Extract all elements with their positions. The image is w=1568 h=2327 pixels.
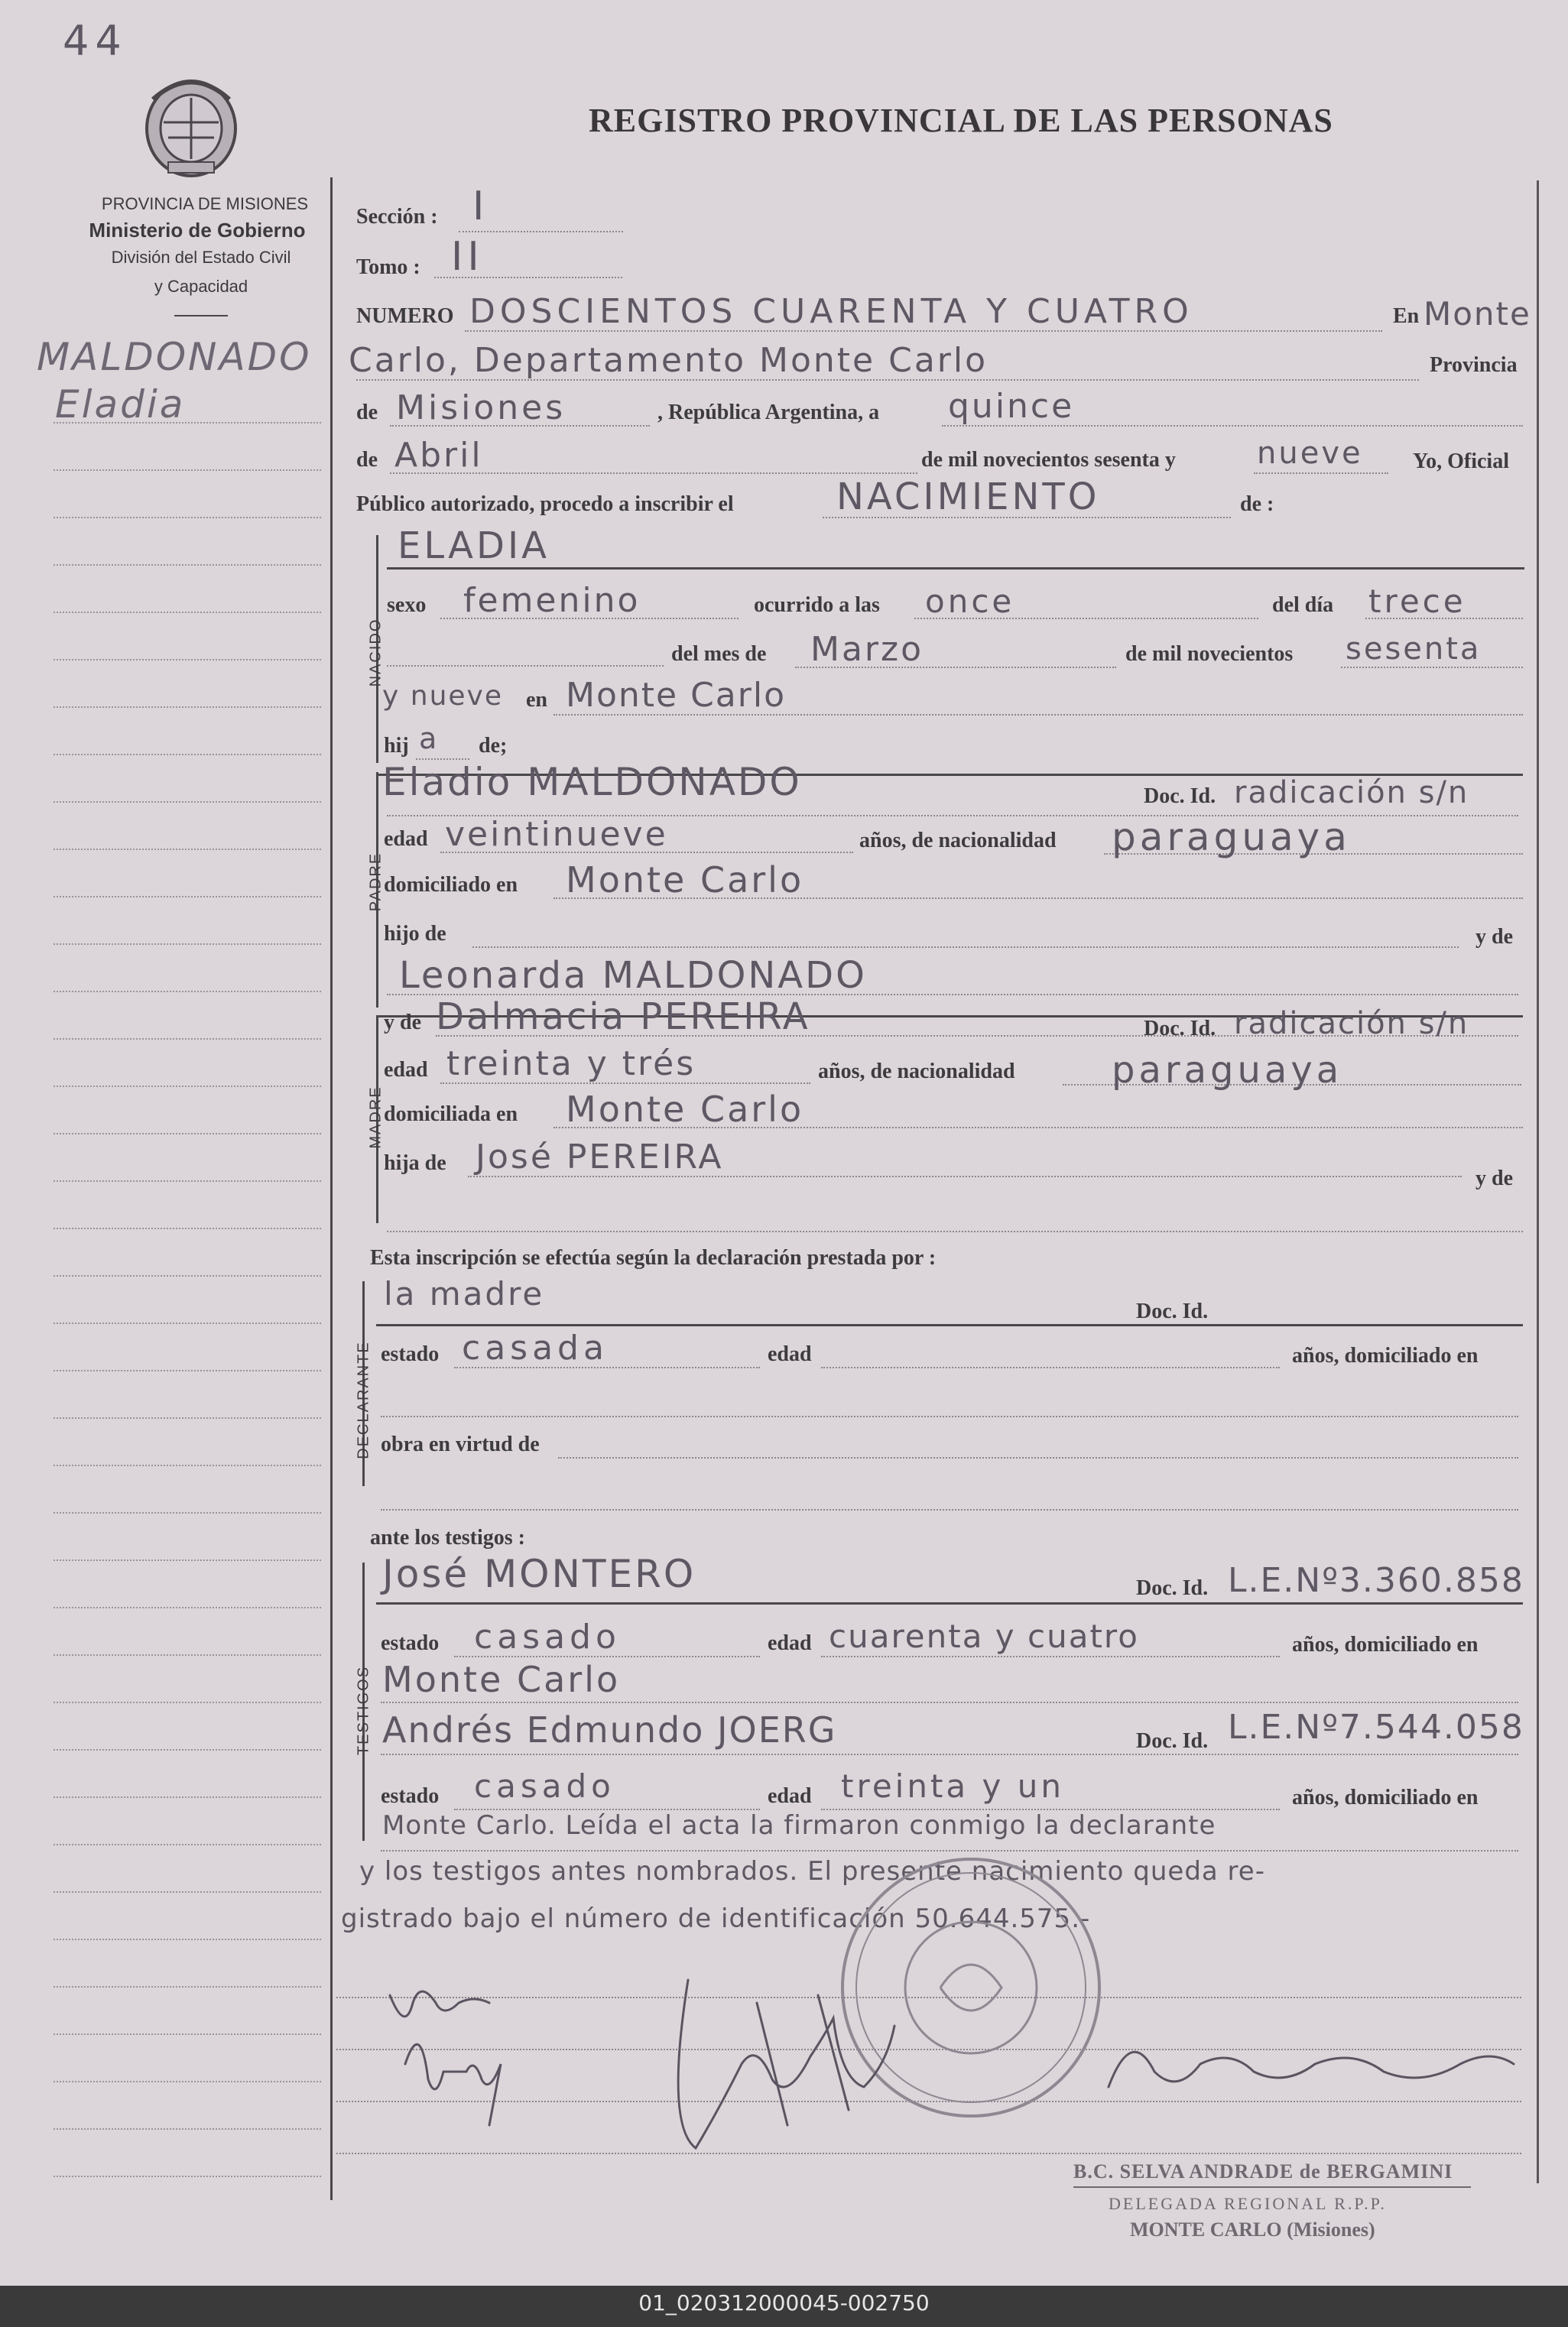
en-label: En (1393, 304, 1420, 328)
madre-padre-nombre: José PEREIRA (476, 1138, 724, 1176)
padre-nacionalidad-value: paraguaya (1112, 815, 1351, 859)
numero-label: NUMERO (356, 304, 454, 328)
office-division: División del Estado Civil (111, 248, 291, 267)
margin-rule-line (54, 1086, 321, 1087)
nacido-name: ELADIA (398, 524, 550, 567)
margin-rule-line (54, 1133, 321, 1134)
office-ministry: Ministerio de Gobierno (89, 219, 306, 242)
margin-rule-line (54, 1939, 321, 1940)
margin-rule-line (54, 1559, 321, 1561)
place-part-a: Monte (1424, 295, 1531, 333)
margin-rule-line (54, 1417, 321, 1419)
hora-value: once (925, 583, 1015, 620)
padre-name: Eladio MALDONADO (382, 760, 802, 804)
madre-y-de-label: y de (384, 1011, 421, 1034)
closing-line-3: gistrado bajo el número de identificación 50.644.575.- (341, 1903, 1091, 1934)
margin-rule-line (54, 1702, 321, 1703)
margin-rule-line (54, 1370, 321, 1371)
testigo-1-edad-label: edad (768, 1631, 812, 1655)
closing-line-2: y los testigos antes nombrados. El presente nacimiento queda re- (359, 1856, 1265, 1887)
margin-rule-line (54, 659, 321, 660)
declarante-quien: la madre (384, 1275, 545, 1313)
margin-rule-line (54, 1986, 321, 1988)
provincia-value: Misiones (396, 388, 566, 427)
madre-domicilio-label: domiciliada en (384, 1102, 518, 1126)
testigo-1-edad-value: cuarenta y cuatro (829, 1618, 1139, 1655)
footer-id: 01_020312000045-002750 (638, 2290, 930, 2316)
declarante-intro: Esta inscripción se efectúa según la declaración prestada por : (370, 1246, 937, 1270)
padre-anios-label: años, de nacionalidad (859, 829, 1057, 852)
mes-value: Marzo (810, 630, 924, 669)
dia-value: trece (1368, 583, 1466, 620)
office-capacity: y Capacidad (154, 277, 248, 296)
hij-label: hij (384, 734, 409, 758)
del-mes-label: del mes de (671, 642, 767, 666)
provincia-label: Provincia (1430, 353, 1518, 377)
margin-rule-line (54, 1038, 321, 1040)
testigo-1-estado-value: casado (474, 1618, 621, 1657)
margin-rule-line (54, 943, 321, 945)
nacido-section-label: NACIDO (367, 618, 385, 687)
padre-doc-label: Doc. Id. (1144, 784, 1216, 808)
republica-text: , República Argentina, a (657, 401, 880, 424)
testigo-1-doc-label: Doc. Id. (1136, 1576, 1209, 1600)
margin-rule-line (54, 1749, 321, 1751)
margin-rule-line (54, 1180, 321, 1182)
sexo-value: femenino (463, 581, 641, 620)
margin-rule-line (54, 1891, 321, 1893)
seccion-label: Sección : (356, 205, 438, 229)
madre-hija-label: hija de (384, 1151, 446, 1175)
margin-rule-line (54, 469, 321, 471)
de-colon: de : (1240, 492, 1274, 516)
madre-edad-label: edad (384, 1058, 428, 1082)
margin-rule-line (54, 1275, 321, 1277)
testigo-1-estado-label: estado (381, 1631, 440, 1655)
office-province: PROVINCIA DE MISIONES (101, 194, 309, 213)
madre-doc-value: radicación s/n (1234, 1006, 1469, 1041)
tomo-label: Tomo : (356, 255, 420, 279)
margin-rule-line (54, 1465, 321, 1466)
declarante-estado-label: estado (381, 1342, 440, 1366)
testigo-1-name: José MONTERO (382, 1552, 696, 1596)
registry-title: REGISTRO PROVINCIAL DE LAS PERSONAS (589, 102, 1333, 139)
testigo-2-edad-value: treinta y un (841, 1767, 1064, 1805)
testigo-1-domicilio: Monte Carlo (382, 1659, 621, 1700)
margin-rule-line (54, 1654, 321, 1656)
year-word: nueve (1257, 436, 1363, 471)
madre-doc-label: Doc. Id. (1144, 1017, 1216, 1040)
de-label: de (356, 401, 378, 424)
place-part-b: Carlo, Departamento Monte Carlo (349, 341, 989, 380)
margin-rule-line (54, 991, 321, 992)
de-mil-label: de mil novecientos (1125, 642, 1294, 666)
margin-rule-line (54, 517, 321, 518)
margin-rule-line (54, 564, 321, 566)
padre-domicilio-value: Monte Carlo (566, 859, 804, 901)
margin-rule-line (54, 612, 321, 613)
closing-line-1: Monte Carlo. Leída el acta la firmaron conmigo la declarante (382, 1810, 1216, 1841)
declarante-estado-value: casada (462, 1329, 609, 1368)
margin-surname: MALDONADO (37, 335, 312, 379)
madre-anios-label: años, de nacionalidad (818, 1060, 1015, 1083)
testigos-intro: ante los testigos : (370, 1526, 525, 1550)
testigo-2-doc-value: L.E.Nº7.544.058 (1228, 1708, 1524, 1747)
margin-rule-line (54, 1844, 321, 1845)
margin-rule-line (54, 1607, 321, 1608)
madre-y-de: y de (1475, 1167, 1513, 1190)
year-text: de mil novecientos sesenta y (921, 448, 1176, 472)
testigo-2-edad-label: edad (768, 1784, 812, 1808)
padre-section-label: PADRE (367, 852, 385, 912)
coat-of-arms-icon (138, 69, 245, 183)
anio-a-value: sesenta (1346, 631, 1482, 667)
padre-domicilio-label: domiciliado en (384, 873, 518, 897)
declarante-edad-label: edad (768, 1342, 812, 1366)
padre-doc-value: radicación s/n (1234, 775, 1469, 810)
padre-madre-nombre: Leonarda MALDONADO (399, 954, 867, 997)
seccion-value: I (472, 183, 489, 229)
declarante-obra-label: obra en virtud de (381, 1433, 540, 1456)
page-number: 44 (63, 17, 128, 65)
padre-edad-label: edad (384, 827, 428, 851)
margin-rule-line (54, 706, 321, 708)
testigo-2-doc-label: Doc. Id. (1136, 1729, 1209, 1753)
margin-rule-line (54, 1323, 321, 1324)
tomo-value: II (451, 234, 484, 280)
del-dia-label: del día (1272, 593, 1334, 617)
margin-rule-line (54, 2128, 321, 2130)
padre-y-de: y de (1475, 925, 1513, 949)
testigo-2-estado-value: casado (474, 1767, 615, 1805)
sexo-label: sexo (387, 593, 427, 617)
official-stamp-name: B.C. SELVA ANDRADE de BERGAMINI (1073, 2160, 1453, 2183)
oficial-text: Yo, Oficial (1413, 449, 1509, 473)
margin-rule-line (54, 801, 321, 803)
margin-rule-line (54, 1796, 321, 1798)
testigo-2-estado-label: estado (381, 1784, 440, 1808)
madre-name: Dalmacia PEREIRA (436, 995, 810, 1038)
madre-nacionalidad-value: paraguaya (1112, 1049, 1343, 1092)
testigo-1-anios-label: años, domiciliado en (1292, 1633, 1479, 1657)
margin-given-name: Eladia (55, 382, 186, 427)
testigo-1-doc-value: L.E.Nº3.360.858 (1228, 1561, 1524, 1600)
margin-rule-line (54, 849, 321, 850)
official-role: DELEGADA REGIONAL R.P.P. (1109, 2194, 1387, 2213)
ocurrido-label: ocurrido a las (754, 593, 880, 617)
declarante-anios-label: años, domiciliado en (1292, 1344, 1479, 1368)
margin-rule-line (54, 2176, 321, 2177)
numero-value: DOSCIENTOS CUARENTA Y CUATRO (469, 292, 1193, 331)
official-place: MONTE CARLO (Misiones) (1130, 2218, 1375, 2241)
lugar-value: Monte Carlo (566, 676, 786, 715)
acto-value: NACIMIENTO (836, 475, 1100, 518)
month-value: Abril (394, 436, 483, 475)
margin-rule-line (54, 2081, 321, 2082)
margin-rule-line (54, 2033, 321, 2035)
madre-section-label: MADRE (367, 1086, 385, 1149)
margin-rule-line (54, 754, 321, 755)
en-label-nacido: en (526, 688, 547, 712)
margin-rule-line (54, 1512, 321, 1514)
margin-rule-line (54, 422, 321, 424)
margin-rule-line (54, 1228, 321, 1229)
padre-edad-value: veintinueve (445, 815, 668, 854)
margin-rule (330, 177, 333, 2200)
publico-text: Público autorizado, procedo a inscribir el (356, 492, 734, 516)
declarante-doc-label: Doc. Id. (1136, 1300, 1209, 1323)
testigo-2-name: Andrés Edmundo JOERG (382, 1709, 837, 1751)
madre-edad-value: treinta y trés (446, 1044, 696, 1083)
declarante-section-label: DECLARANTE (355, 1341, 372, 1459)
madre-domicilio-value: Monte Carlo (566, 1089, 804, 1130)
testigos-section-label: TESTIGOS (355, 1665, 372, 1756)
day-value: quince (948, 387, 1075, 426)
testigo-2-anios-label: años, domiciliado en (1292, 1786, 1479, 1809)
hij-de-label: de; (479, 734, 508, 758)
hij-suffix: a (419, 722, 442, 755)
padre-hijo-label: hijo de (384, 922, 446, 946)
de-label-2: de (356, 448, 378, 472)
margin-rule-line (54, 896, 321, 897)
anio-b-value: y nueve (382, 680, 503, 712)
